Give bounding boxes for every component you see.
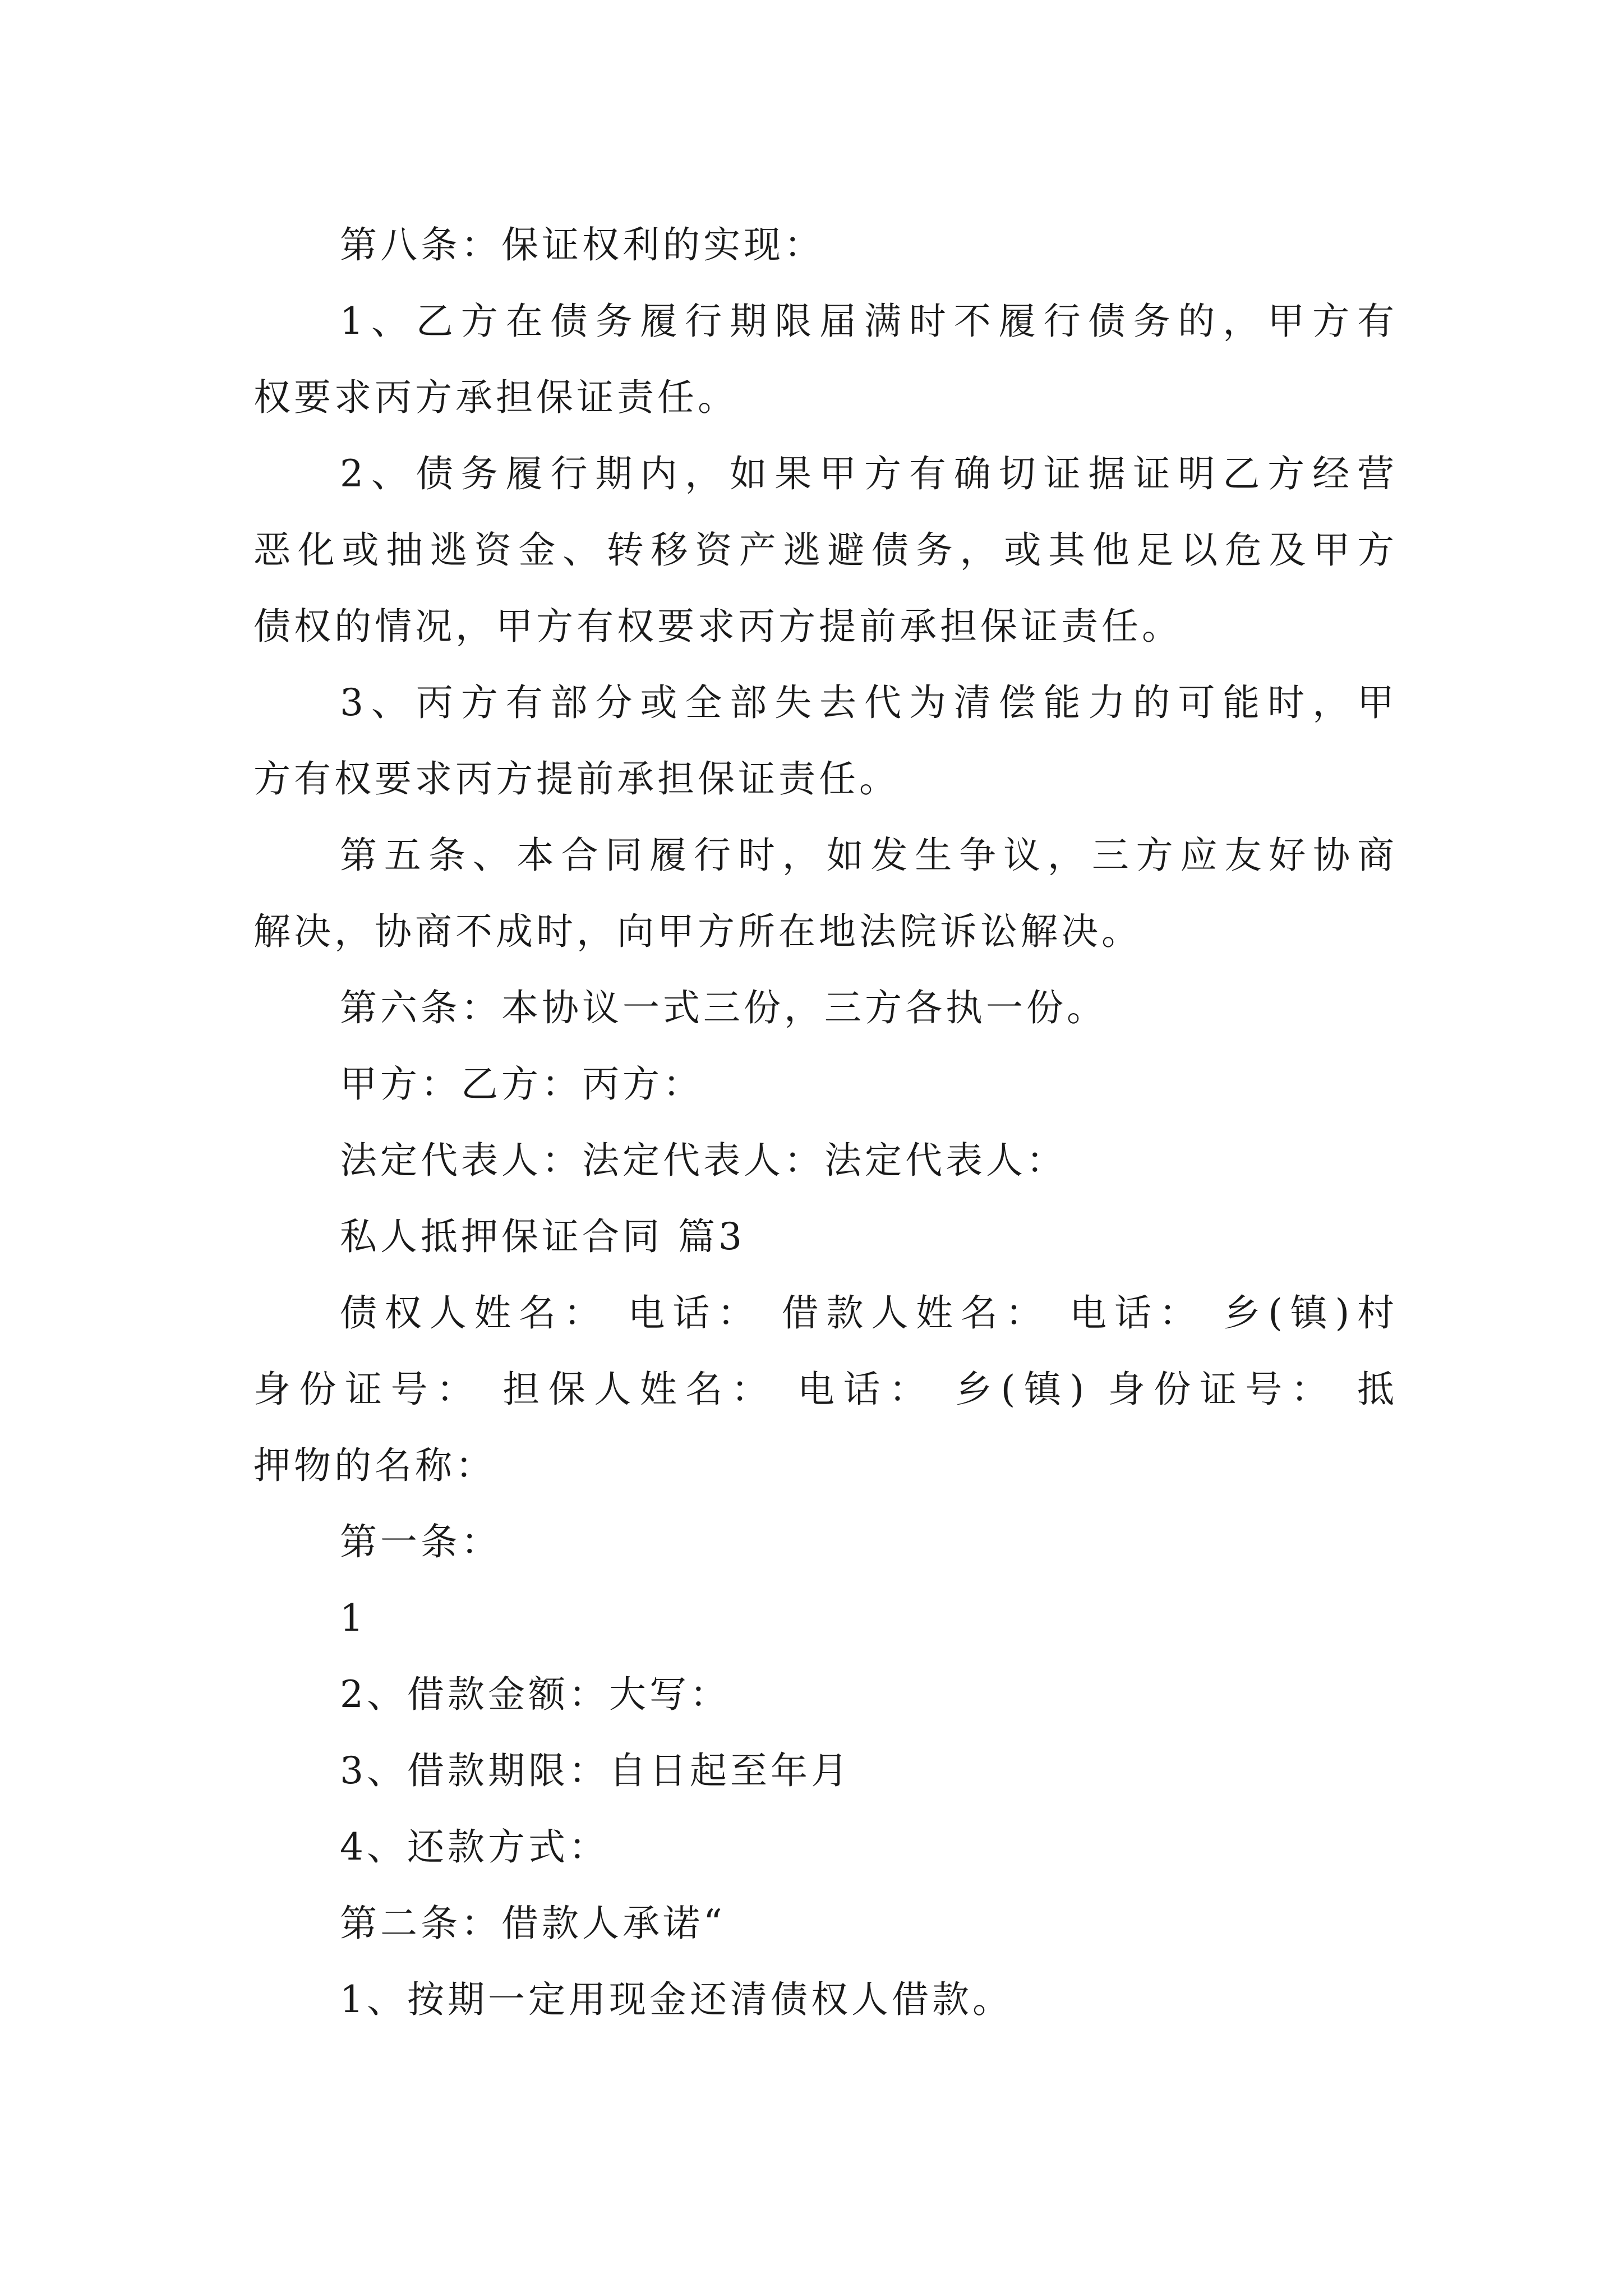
article-5-line-1: 第五条、本合同履行时，如发生争议，三方应友好协商 [340, 834, 1398, 877]
article-2-item-1: 1、按期一定用现金还清债权人借款。 [340, 1978, 1013, 2021]
section-title: 私人抵押保证合同 篇3 [340, 1215, 745, 1258]
article-8-clause-3-line-2: 方有权要求丙方提前承担保证责任。 [253, 757, 900, 800]
article-8-heading: 第八条：保证权利的实现： [340, 223, 824, 266]
legal-representative-line: 法定代表人：法定代表人：法定代表人： [340, 1139, 1067, 1182]
article-5-line-2: 解决，协商不成时，向甲方所在地法院诉讼解决。 [253, 910, 1142, 953]
article-1-item-2: 2、借款金额：大写： [340, 1673, 730, 1716]
article-1-item-1: 1 [340, 1596, 367, 1640]
parties-info-line-2: 身份证号： 担保人姓名： 电话： 乡(镇) 身份证号： 抵 [253, 1368, 1398, 1411]
article-8-clause-2-line-1: 2、债务履行期内，如果甲方有确切证据证明乙方经营 [340, 452, 1398, 495]
party-signature-line: 甲方：乙方：丙方： [340, 1062, 703, 1106]
article-8-clause-3-line-1: 3、丙方有部分或全部失去代为清偿能力的可能时，甲 [340, 681, 1398, 724]
article-6: 第六条：本协议一式三份，三方各执一份。 [340, 986, 1107, 1029]
parties-info-line-1: 债权人姓名： 电话： 借款人姓名： 电话： 乡(镇)村 [340, 1291, 1398, 1335]
article-8-clause-2-line-2: 恶化或抽逃资金、转移资产逃避债务，或其他足以危及甲方 [253, 528, 1398, 572]
parties-info-line-3: 押物的名称： [253, 1444, 496, 1487]
article-8-clause-1-line-2: 权要求丙方承担保证责任。 [253, 376, 738, 419]
article-1-item-3: 3、借款期限：自日起至年月 [340, 1749, 851, 1792]
article-1-item-4: 4、还款方式： [340, 1825, 609, 1869]
article-8-clause-1-line-1: 1、乙方在债务履行期限届满时不履行债务的，甲方有 [340, 300, 1398, 343]
article-8-clause-2-line-3: 债权的情况，甲方有权要求丙方提前承担保证责任。 [253, 605, 1182, 648]
article-1-heading: 第一条： [340, 1520, 501, 1563]
article-2-heading: 第二条：借款人承诺“ [340, 1902, 726, 1945]
